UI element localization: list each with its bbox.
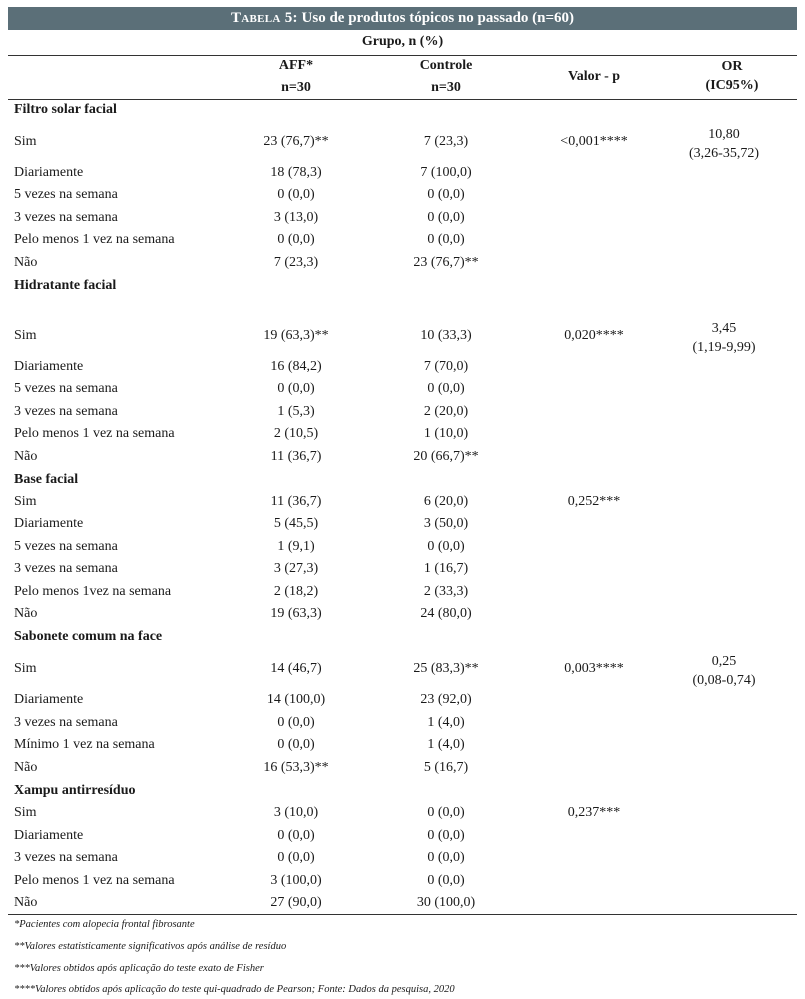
row-label: Pelo menos 1 vez na semana (14, 873, 175, 888)
controle-value: 20 (66,7)** (413, 449, 479, 464)
table-row (8, 536, 797, 558)
table-row (8, 229, 797, 251)
row-label: 5 vezes na semana (14, 539, 118, 554)
row-label: Não (14, 255, 38, 270)
section-title: Xampu antirresíduo (14, 783, 136, 798)
table-row (8, 446, 797, 468)
footnote-1: *Pacientes com alopecia frontal fibrosante (14, 919, 195, 930)
col-header-controle-n: n=30 (431, 80, 461, 95)
col-header-aff-n: n=30 (281, 80, 311, 95)
table-bottom-rule (8, 914, 797, 915)
controle-value: 0 (0,0) (427, 539, 465, 554)
table-row (8, 207, 797, 229)
row-label: Diariamente (14, 516, 84, 531)
row-label: Sim (14, 661, 37, 676)
aff-value: 11 (36,7) (270, 449, 322, 464)
aff-value: 2 (10,5) (273, 426, 319, 441)
row-label: Pelo menos 1vez na semana (14, 584, 172, 599)
controle-value: 0 (0,0) (427, 232, 465, 247)
row-label: Diariamente (14, 165, 84, 180)
row-label: Mínimo 1 vez na semana (14, 737, 155, 752)
row-label: Pelo menos 1 vez na semana (14, 426, 175, 441)
controle-value: 1 (4,0) (427, 715, 465, 730)
controle-value: 23 (92,0) (420, 692, 472, 707)
row-label: 3 vezes na semana (14, 715, 118, 730)
table-row (8, 184, 797, 206)
table-title-text: Uso de produtos tópicos no passado (n=60) (297, 10, 575, 26)
controle-value: 7 (100,0) (420, 165, 472, 180)
aff-value: 23 (76,7)** (263, 134, 329, 149)
controle-value: 0 (0,0) (427, 873, 465, 888)
controle-value: 2 (20,0) (423, 404, 469, 419)
controle-value: 1 (16,7) (423, 561, 469, 576)
table-row (8, 802, 797, 824)
table-row (8, 892, 797, 914)
or-estimate: 10,80 (708, 127, 740, 142)
controle-value: 0 (0,0) (427, 805, 465, 820)
table-row (8, 581, 797, 603)
aff-value: 18 (78,3) (270, 165, 322, 180)
aff-value: 2 (18,2) (273, 584, 319, 599)
row-label: 3 vezes na semana (14, 210, 118, 225)
table-row (8, 603, 797, 625)
controle-value: 7 (70,0) (423, 359, 469, 374)
aff-value: 19 (63,3)** (263, 328, 329, 343)
controle-value: 0 (0,0) (427, 850, 465, 865)
aff-value: 0 (0,0) (277, 232, 315, 247)
table-row (8, 401, 797, 423)
row-label: Sim (14, 494, 37, 509)
row-label: 3 vezes na semana (14, 404, 118, 419)
controle-value: 5 (16,7) (423, 760, 469, 775)
controle-value: 25 (83,3)** (413, 661, 479, 676)
aff-value: 0 (0,0) (277, 737, 315, 752)
controle-value: 30 (100,0) (416, 895, 476, 910)
row-label: Diariamente (14, 828, 84, 843)
aff-value: 16 (53,3)** (263, 760, 329, 775)
aff-value: 0 (0,0) (277, 828, 315, 843)
row-label: Não (14, 606, 38, 621)
controle-value: 1 (4,0) (427, 737, 465, 752)
table-row (8, 712, 797, 734)
p-value: 0,237*** (567, 805, 621, 820)
controle-value: 0 (0,0) (427, 828, 465, 843)
aff-value: 27 (90,0) (270, 895, 322, 910)
table-row (8, 252, 797, 274)
row-label: 5 vezes na semana (14, 187, 118, 202)
table-row (8, 689, 797, 711)
aff-value: 14 (100,0) (266, 692, 326, 707)
table-row (8, 162, 797, 184)
controle-value: 0 (0,0) (427, 210, 465, 225)
or-value (654, 652, 794, 690)
aff-value: 5 (45,5) (273, 516, 319, 531)
aff-value: 14 (46,7) (270, 661, 322, 676)
table-row (8, 378, 797, 400)
controle-value: 23 (76,7)** (413, 255, 479, 270)
row-label: Sim (14, 328, 37, 343)
controle-value: 24 (80,0) (420, 606, 472, 621)
or-value (654, 125, 794, 163)
group-header: Grupo, n (%) (361, 34, 444, 49)
aff-value: 0 (0,0) (277, 187, 315, 202)
col-header-or: OR (721, 59, 743, 74)
row-label: Não (14, 449, 38, 464)
aff-value: 0 (0,0) (277, 850, 315, 865)
row-label: 3 vezes na semana (14, 850, 118, 865)
col-header-controle: Controle (419, 58, 473, 73)
aff-value: 3 (10,0) (273, 805, 319, 820)
table-row (8, 558, 797, 580)
footnote-3: ***Valores obtidos após aplicação do teste exato de Fisher (14, 963, 264, 974)
row-label: Sim (14, 134, 37, 149)
section-title: Filtro solar facial (14, 102, 117, 117)
row-label: Diariamente (14, 692, 84, 707)
or-estimate: 3,45 (711, 321, 737, 336)
p-value: 0,252*** (567, 494, 621, 509)
section-title: Base facial (14, 472, 79, 487)
aff-value: 0 (0,0) (277, 381, 315, 396)
aff-value: 3 (27,3) (273, 561, 319, 576)
or-interval: (3,26-35,72) (689, 146, 759, 161)
row-label: Pelo menos 1 vez na semana (14, 232, 175, 247)
aff-value: 3 (100,0) (270, 873, 322, 888)
table-row (8, 757, 797, 779)
controle-value: 0 (0,0) (427, 187, 465, 202)
aff-value: 0 (0,0) (277, 715, 315, 730)
aff-value: 3 (13,0) (273, 210, 319, 225)
section-title: Hidratante facial (14, 278, 117, 293)
table-row (8, 870, 797, 892)
col-header-aff: AFF* (278, 58, 314, 73)
section-title: Sabonete comum na face (14, 629, 163, 644)
p-value: 0,003**** (564, 661, 624, 676)
controle-value: 3 (50,0) (423, 516, 469, 531)
or-estimate: 0,25 (711, 654, 737, 669)
aff-value: 1 (5,3) (277, 404, 315, 419)
row-label: Sim (14, 805, 37, 820)
aff-value: 19 (63,3) (270, 606, 322, 621)
row-label: 5 vezes na semana (14, 381, 118, 396)
controle-value: 6 (20,0) (423, 494, 469, 509)
table-row (8, 513, 797, 535)
table-row (8, 734, 797, 756)
table-title-prefix: Tabela 5: (230, 10, 298, 26)
table-row (8, 491, 797, 513)
p-value: <0,001**** (560, 134, 628, 149)
footnote-4: ****Valores obtidos após aplicação do teste qui-quadrado de Pearson; Fonte: Dados da pesquisa, 2020 (14, 984, 455, 995)
controle-value: 7 (23,3) (423, 134, 469, 149)
controle-value: 0 (0,0) (427, 381, 465, 396)
row-label: Não (14, 895, 38, 910)
row-label: 3 vezes na semana (14, 561, 118, 576)
or-interval: (0,08-0,74) (692, 673, 756, 688)
or-interval: (1,19-9,99) (692, 340, 756, 355)
table-row (8, 356, 797, 378)
aff-value: 1 (9,1) (277, 539, 315, 554)
table-row (8, 847, 797, 869)
row-label: Diariamente (14, 359, 84, 374)
aff-value: 11 (36,7) (270, 494, 322, 509)
p-value: 0,020**** (564, 328, 624, 343)
aff-value: 16 (84,2) (270, 359, 322, 374)
header-divider (8, 99, 797, 100)
or-value (654, 319, 794, 357)
table-title (8, 7, 797, 30)
row-label: Não (14, 760, 38, 775)
table-row (8, 825, 797, 847)
col-header-or-ci: (IC95%) (705, 78, 759, 93)
footnote-2: **Valores estatisticamente significativos após análise de resíduo (14, 941, 287, 952)
controle-value: 1 (10,0) (423, 426, 469, 441)
aff-value: 7 (23,3) (273, 255, 319, 270)
col-header-valor-p: Valor - p (567, 69, 621, 84)
table-row (8, 423, 797, 445)
controle-value: 2 (33,3) (423, 584, 469, 599)
controle-value: 10 (33,3) (420, 328, 472, 343)
